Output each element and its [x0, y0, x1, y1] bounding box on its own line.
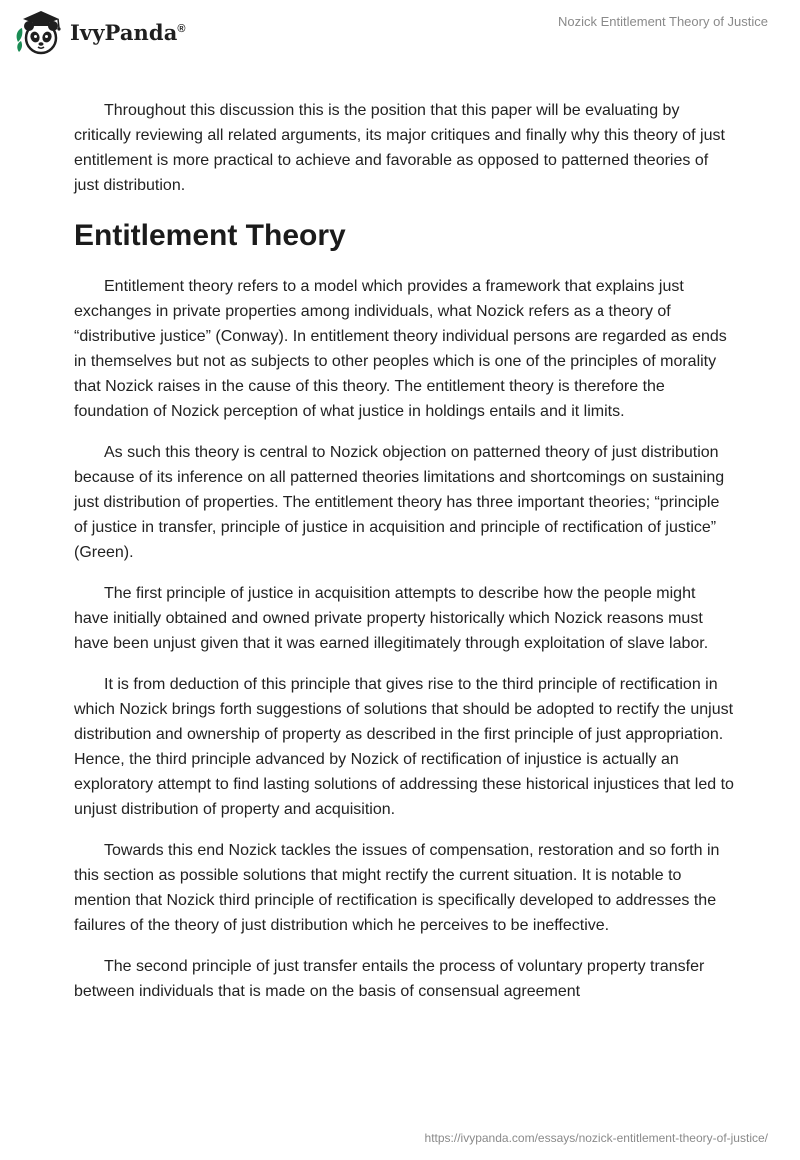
- page-header: [0, 0, 800, 60]
- body-paragraph: The first principle of justice in acquisition attempts to describe how the people might have initially obtained and owned private property historically which Nozick reasons must have been unjust given that it was earned illegitimately through exploitation of slave labor.: [74, 585, 709, 652]
- document-title: Nozick Entitlement Theory of Justice: [557, 14, 768, 29]
- body-paragraph: As such this theory is central to Nozick objection on patterned theory of just distribution because of its inference on all patterned theories limitations and shortcomings on sustaining just distribution of properties. The entitlement theory has three important theories; “principle of justice in transfer, principle of justice in acquisition and principle of rectification of justice” (Green).: [74, 444, 725, 561]
- essay-body: [74, 98, 734, 1020]
- panda-graduate-icon: [14, 8, 66, 56]
- body-paragraph: Entitlement theory refers to a model which provides a framework that explains just exchanges in private properties among individuals, what Nozick refers as a theory of “distributive justice” (Conway). In entitlement theory individual persons are regarded as ends in themselves but not as subjects to other peoples which is one of the principles of morality that Nozick raises in the cause of this theory. The entitlement theory is therefore the foundation of Nozick perception of what justice in holdings entails and it limits.: [74, 278, 727, 420]
- registered-mark: ®: [177, 22, 186, 35]
- brand-text: IvyPanda: [70, 19, 178, 45]
- body-paragraph: The second principle of just transfer entails the process of voluntary property transfer between individuals that is made on the basis of consensual agreement: [74, 958, 705, 1000]
- body-paragraph: It is from deduction of this principle that gives rise to the third principle of rectification in which Nozick brings forth suggestions of solutions that should be adopted to rectify the unjust distribution and ownership of property as described in the first principle of just appropriation. Hence, the third principle advanced by Nozick of rectification of injustice is actually an exploratory attempt to find lasting solutions of addressing these historical injustices that led to unjust distribution of property and acquisition.: [74, 676, 734, 818]
- intro-paragraph: Throughout this discussion this is the position that this paper will be evaluating by critically reviewing all related arguments, its major critiques and finally why this theory of just entitlement is more practical to achieve and favorable as opposed to patterned theories of just distribution.: [74, 102, 725, 194]
- body-paragraph: Towards this end Nozick tackles the issues of compensation, restoration and so forth in this section as possible solutions that might rectify the current situation. It is notable to mention that Nozick third principle of rectification is specifically developed to addresses the failures of the theory of just distribution which he perceives to be ineffective.: [74, 842, 720, 934]
- brand-name: [70, 20, 186, 45]
- section-heading: Entitlement Theory: [74, 219, 346, 252]
- source-url-link[interactable]: https://ivypanda.com/essays/nozick-entitlement-theory-of-justice/: [424, 1131, 768, 1145]
- ivypanda-logo[interactable]: [14, 8, 186, 56]
